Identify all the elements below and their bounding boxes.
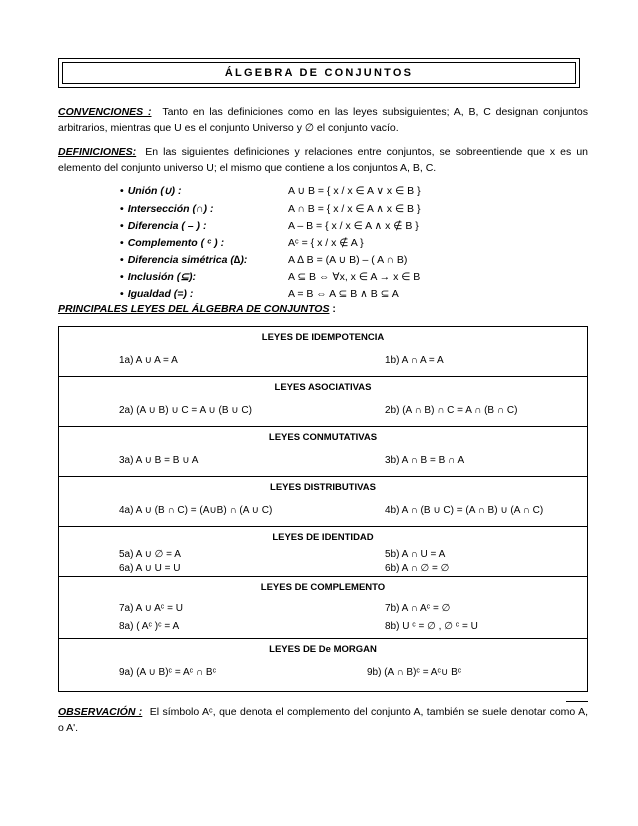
law-section-title: LEYES ASOCIATIVAS [274, 382, 372, 393]
definition-term: • Diferencia ( – ) : [120, 220, 206, 232]
law-formula-a: 5a) A ∪ ∅ = A [119, 549, 181, 560]
law-formula-b: 8b) U ᶜ = ∅ , ∅ ᶜ = U [385, 621, 478, 632]
law-formula-a: 3a) A ∪ B = B ∪ A [119, 455, 199, 466]
law-formula-a: 2a) (A ∪ B) ∪ C = A ∪ (B ∪ C) [119, 405, 252, 416]
observacion-text: El símbolo Aᶜ, que denota el complemento del conjunto A, también se suele denotar como A, o A'. [58, 706, 589, 734]
definition-expression: A ∪ B = { x / x ∈ A ∨ x ∈ B } [288, 185, 421, 197]
page-title: ÁLGEBRA DE CONJUNTOS [62, 62, 576, 84]
law-formula-a: 1a) A ∪ A = A [119, 355, 178, 366]
law-section-title: LEYES DE IDEMPOTENCIA [261, 332, 385, 343]
law-formula-b: 5b) A ∩ U = A [385, 549, 446, 560]
definition-expression: A ∩ B = { x / x ∈ A ∧ x ∈ B } [288, 203, 421, 215]
observacion-paragraph [58, 704, 588, 736]
definition-expression: Aᶜ = { x / x ∉ A } [288, 237, 364, 249]
law-formula-a: 9a) (A ∪ B)ᶜ = Aᶜ ∩ Bᶜ [119, 667, 217, 678]
definition-term: • Inclusión (⊆): [120, 271, 196, 283]
divider-line [566, 701, 588, 702]
definiciones-text: En las siguientes definiciones y relaciones entre conjuntos, se sobreentiende que x es un elemento del conjunto universo U; el mismo que contiene a los conjuntos A, B, C. [58, 146, 589, 174]
law-section [59, 427, 587, 477]
definition-expression: A = B ⇔ A ⊆ B ∧ B ⊆ A [288, 288, 399, 300]
definition-term: • Igualdad (=) : [120, 288, 193, 300]
law-section [59, 377, 587, 427]
law-formula-b: 1b) A ∩ A = A [385, 355, 444, 366]
definiciones-paragraph [58, 144, 588, 176]
definition-term: • Complemento ( ᶜ ) : [120, 237, 224, 249]
law-section-title: LEYES DE IDENTIDAD [272, 532, 374, 543]
law-section [59, 527, 587, 577]
law-section-title: LEYES DE COMPLEMENTO [260, 582, 386, 593]
definition-expression: A ∆ B = (A ∪ B) – ( A ∩ B) [288, 254, 408, 266]
laws-heading-line [58, 303, 336, 315]
definition-term: • Diferencia simétrica (∆): [120, 254, 247, 266]
laws-table [58, 326, 588, 692]
law-formula-a: 7a) A ∪ Aᶜ = U [119, 603, 183, 614]
law-section [59, 477, 587, 527]
definition-term: • Intersección (∩) : [120, 203, 213, 215]
title-box [58, 58, 580, 88]
law-formula-b: 7b) A ∩ Aᶜ = ∅ [385, 603, 451, 614]
law-formula-b: 3b) A ∩ B = B ∩ A [385, 455, 465, 466]
laws-heading-suffix: : [329, 303, 336, 315]
observacion-label: OBSERVACIÓN : [58, 706, 143, 718]
law-formula-b: 4b) A ∩ (B ∪ C) = (A ∩ B) ∪ (A ∩ C) [385, 505, 544, 516]
law-formula-b: 2b) (A ∩ B) ∩ C = A ∩ (B ∩ C) [385, 405, 518, 416]
law-formula-a: 6a) A ∪ U = U [119, 563, 181, 574]
convenciones-paragraph [58, 104, 588, 136]
definiciones-label: DEFINICIONES: [58, 146, 137, 158]
law-section-title: LEYES CONMUTATIVAS [268, 432, 378, 443]
definition-term: • Unión (∪) : [120, 185, 181, 197]
law-section [59, 639, 587, 693]
law-section [59, 577, 587, 639]
law-formula-a: 4a) A ∪ (B ∩ C) = (A∪B) ∩ (A ∪ C) [119, 505, 273, 516]
convenciones-label: CONVENCIONES : [58, 106, 152, 118]
law-section [59, 327, 587, 377]
law-formula-a: 8a) ( Aᶜ )ᶜ = A [119, 621, 180, 632]
definition-expression: A – B = { x / x ∈ A ∧ x ∉ B } [288, 220, 419, 232]
laws-heading: PRINCIPALES LEYES DEL ÁLGEBRA DE CONJUNTOS [58, 303, 330, 315]
definition-expression: A ⊆ B ⇔ ∀x, x ∈ A → x ∈ B [288, 271, 421, 283]
law-section-title: LEYES DISTRIBUTIVAS [270, 482, 376, 493]
convenciones-text: Tanto en las definiciones como en las leyes subsiguientes; A, B, C designan conjuntos arbitrarios, mientras que U es el conjunto Universo y ∅ el conjunto vacío. [58, 106, 589, 134]
law-formula-b: 6b) A ∩ ∅ = ∅ [385, 563, 450, 574]
law-section-title: LEYES DE De MORGAN [269, 644, 377, 655]
law-formula-b: 9b) (A ∩ B)ᶜ = Aᶜ∪ Bᶜ [367, 667, 462, 678]
